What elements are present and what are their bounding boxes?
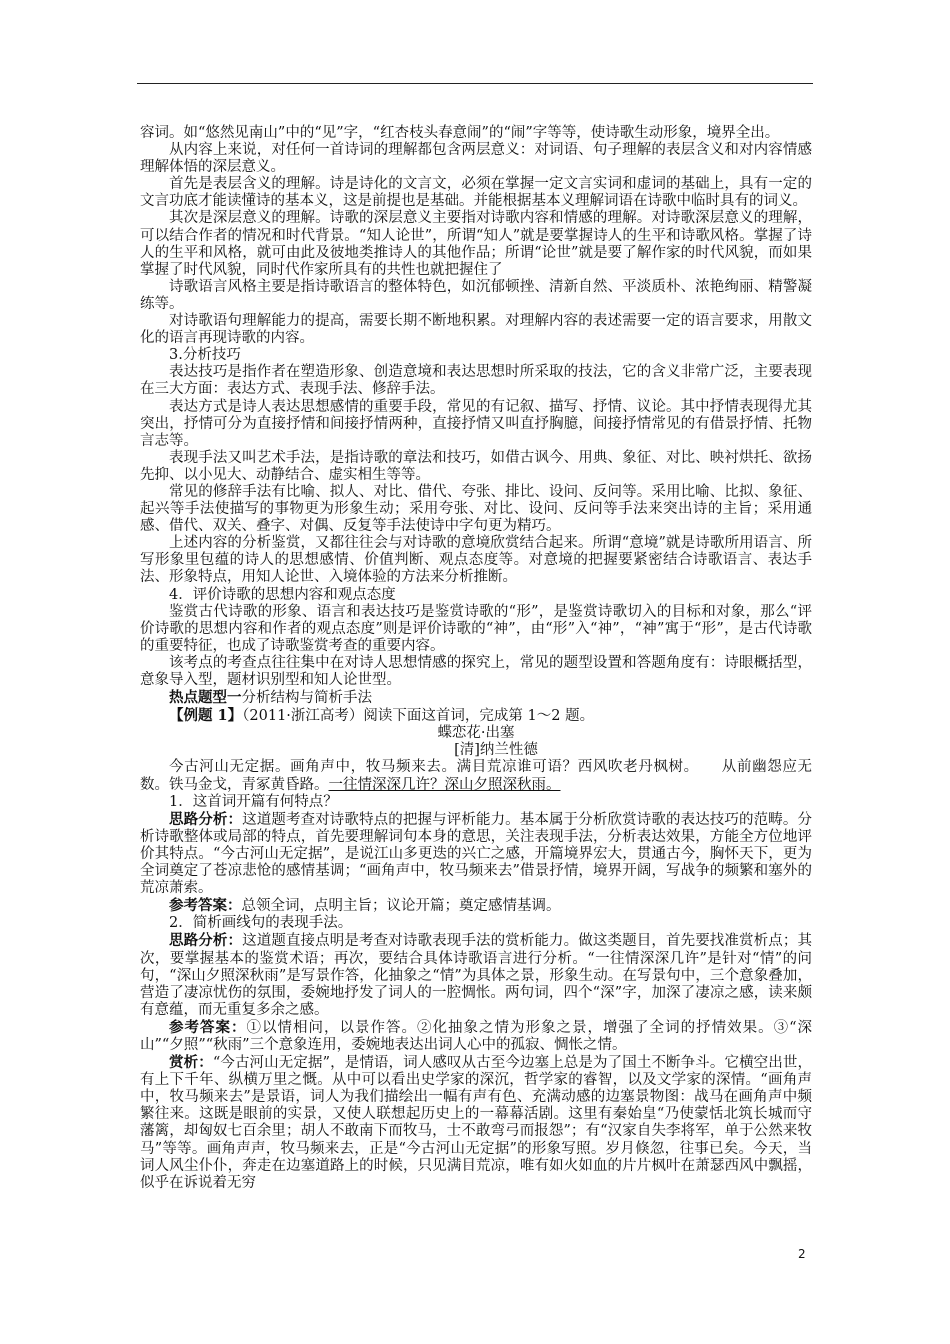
question-1: 1．这首词开篇有何特点？	[169, 793, 338, 810]
appreciation-label: 赏析：	[169, 1054, 213, 1072]
paragraph: 表现手法又叫艺术手法，是指诗歌的章法和技巧，如借古讽今、用典、象征、对比、映衬烘托、欲扬先抑、以小见大、动静结合、虚实相生等等。	[140, 449, 812, 483]
poem-title: 蝶恋花·出塞	[437, 725, 515, 742]
paragraph: 从内容上来说，对任何一首诗词的理解都包含两层意义：对词语、句子理解的表层含义和对内容情感理解体悟的深层意义。	[140, 142, 812, 176]
paragraph: 容词。如“悠然见南山”中的“见”字，“红杏枝头春意闹”的“闹”字等等，使诗歌生动形象，境界全出。	[140, 125, 780, 141]
hot-topic-heading	[140, 689, 812, 707]
header-rule	[137, 83, 813, 84]
q1-answer	[140, 897, 812, 915]
paragraph: 上述内容的分析鉴赏，又都往往会与对诗歌的意境欣赏结合起来。所谓“意境”就是诗歌所用语言、所写形象里包蕴的诗人的思想感情、价值判断、观点态度等。对意境的把握要紧密结合诗歌语言、表达手法、形象特点，用知人论世、入境体验的方法来分析推断。	[140, 535, 812, 586]
paragraph: 鉴赏古代诗歌的形象、语言和表达技巧是鉴赏诗歌的“形”，是鉴赏诗歌切入的目标和对象，那么“评价诗歌的思想内容和作者的观点态度”则是评价诗歌的“神”，由“形”入“神”，“神”寓于“形”，是古代诗歌的重要特征，也成了诗歌鉴赏考查的重要内容。	[140, 603, 812, 654]
answer-label: 参考答案：	[169, 1018, 247, 1036]
section-heading: 4．评价诗歌的思想内容和观点态度	[169, 586, 396, 603]
hot-topic-text: 分析结构与简析手法	[241, 690, 372, 707]
page-number: 2	[798, 1247, 806, 1261]
answer-text: 总领全词，点明主旨；议论开篇；奠定感情基调。	[241, 898, 561, 915]
example-label: 【例题 1】	[169, 707, 243, 725]
appreciation	[140, 1054, 812, 1192]
poem-author: [清]纳兰性德	[454, 742, 538, 759]
analysis-label: 思路分析：	[169, 810, 243, 828]
paragraph: 首先是表层含义的理解。诗是诗化的文言文，必须在掌握一定文言实词和虚词的基础上，具有一定的文言功底才能读懂诗的基本义，这是前提也是基础。并能根据基本义理解词语在诗歌中临时具有的词义。	[140, 176, 812, 210]
paragraph: 表达方式是诗人表达思想感情的重要手段，常见的有记叙、描写、抒情、议论。其中抒情表现得尤其突出，抒情可分为直接抒情和间接抒情两种，直接抒情又叫直抒胸臆，间接抒情常见的有借景抒情、托物言志等。	[140, 398, 812, 449]
question-2: 2．简析画线句的表现手法。	[169, 915, 353, 932]
paragraph: 表达技巧是指作者在塑造形象、创造意境和表达思想时所采取的技法，它的含义非常广泛，主要表现在三大方面：表达方式、表现手法、修辞手法。	[140, 364, 812, 398]
analysis-label: 思路分析：	[169, 932, 243, 950]
answer-text: ①以情相问，以景作答。②化抽象之情为形象之景，增强了全词的抒情效果。③“深山”“夕照”“秋雨”三个意象连用，委婉地表达出词人心中的孤寂、惆怅之情。	[140, 1019, 812, 1053]
paragraph: 其次是深层意义的理解。诗歌的深层意义主要指对诗歌内容和情感的理解。对诗歌深层意义的理解，可以结合作者的情况和时代背景。“知人论世”，所谓“知人”就是要掌握诗人的生平和诗歌风格。掌握了诗人的生平和风格，就可由此及彼地类推诗人的其他作品；所谓“论世”就是要了解作家的时代风貌，而如果掌握了时代风貌，同时代作家所具有的共性也就把握住了	[140, 210, 812, 278]
paragraph: 该考点的考查点往往集中在对诗人思想情感的探究上，常见的题型设置和答题角度有：诗眼概括型，意象导入型，题材识别型和知人论世型。	[140, 654, 812, 688]
q2-answer	[140, 1019, 812, 1054]
answer-label: 参考答案：	[169, 897, 242, 915]
poem-body	[140, 759, 812, 793]
poem-body-text: 今古河山无定据。画角声中，牧马频来去。满目荒凉谁可语？西风吹老丹枫树。 从前幽怨应无数。铁马金戈，青冢黄昏路。	[140, 759, 812, 793]
q1-analysis	[140, 811, 812, 897]
paragraph: 常见的修辞手法有比喻、拟人、对比、借代、夸张、排比、设问、反问等。采用比喻、比拟、象征、起兴等手法使描写的事物更为形象生动；采用夸张、对比、设问、反问等手法来突出诗的主旨；采用通感、借代、双关、叠字、对偶、反复等手法使诗中字句更为精巧。	[140, 483, 812, 535]
page-content	[140, 125, 812, 1192]
section-heading: 3.分析技巧	[169, 347, 241, 364]
example-text: （2011·浙江高考）阅读下面这首词，完成第 1～2 题。	[242, 708, 595, 725]
analysis-text: 这道题考查对诗歌特点的把握与评析能力。基本属于分析欣赏诗歌的表达技巧的范畴。分析诗歌整体或局部的特点，首先要理解词句本身的意思，关注表现手法，分析表达效果，方能全方位地评价其特点。“今古河山无定据”，是说江山多更迭的兴亡之感，开篇境界宏大，贯通古今，胸怀天下，更为全词奠定了苍凉悲怆的感情基调；“画角声中，牧马频来去”借景抒情，境界开阔，写战争的频繁和塞外的荒凉萧索。	[140, 811, 813, 897]
example-heading	[140, 707, 812, 725]
paragraph: 诗歌语言风格主要是指诗歌语言的整体特色，如沉郁顿挫、清新自然、平淡质朴、浓艳绚丽、精警凝练等。	[140, 278, 812, 312]
poem-underlined-line: 一往情深深几许？深山夕照深秋雨。	[328, 776, 561, 793]
q2-analysis	[140, 932, 812, 1018]
appreciation-text: “今古河山无定据”，是情语，词人感叹从古至今边塞上总是为了国土不断争斗。它横空出世，有上下千年、纵横万里之慨。从中可以看出史学家的深沉，哲学家的睿智，以及文学家的深情。“画角声中，牧马频来去”是景语，词人为我们描绘出一幅有声有色、充满动感的边塞景物图：战马在画角声中频繁往来。这既是眼前的实景，又使人联想起历史上的一幕幕活剧。这里有秦始皇“乃使蒙恬北筑长城而守藩篱，却匈奴七百余里；胡人不敢南下而牧马，士不敢弯弓而报怨”；有“汉家自失李将军，单于公然来牧马”等等。画角声声，牧马频来去，正是“今古河山无定据”的形象写照。岁月倏忽，往事已矣。今天，当词人风尘仆仆，奔走在边塞道路上的时候，只见满目荒凉，唯有如火如血的片片枫叶在萧瑟西风中飘摇，似乎在诉说着无穷	[140, 1055, 813, 1191]
analysis-text: 这道题直接点明是考查对诗歌表现手法的赏析能力。做这类题目，首先要找准赏析点；其次，要掌握基本的鉴赏术语；再次，要结合具体诗歌语言进行分析。“一往情深深几许”是针对“情”的问句，“深山夕照深秋雨”是写景作答，化抽象之“情”为具体之景，形象生动。在写景句中，三个意象叠加，营造了凄凉忧伤的氛围，委婉地抒发了词人的一腔惆怅。两句词，四个“深”字，加深了凄凉之感，读来颇有意蕴，而无重复多余之感。	[140, 933, 813, 1018]
hot-topic-label: 热点题型一	[169, 689, 242, 707]
paragraph: 对诗歌语句理解能力的提高，需要长期不断地积累。对理解内容的表述需要一定的语言要求，用散文化的语言再现诗歌的内容。	[140, 313, 812, 347]
